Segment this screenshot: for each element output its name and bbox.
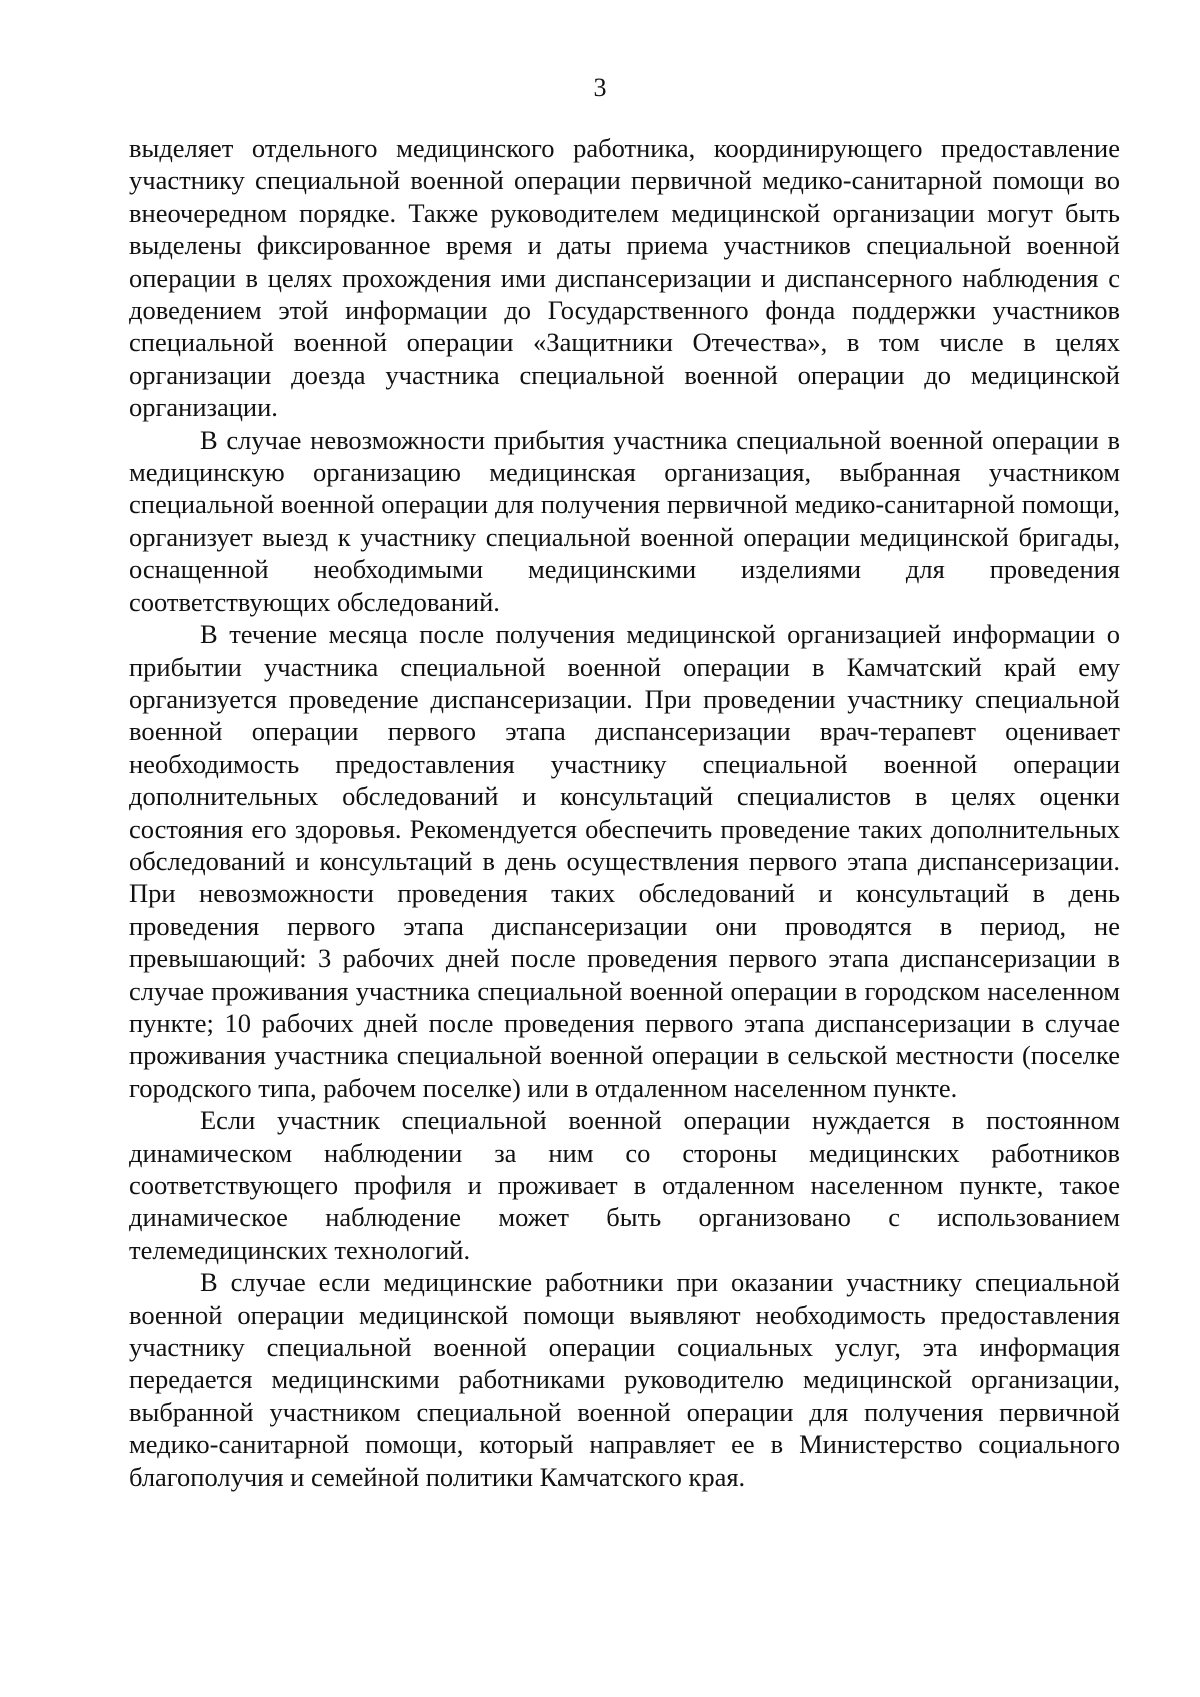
paragraph-home-visit: В случае невозможности прибытия участника специальной военной операции в медицинскую организацию медицинская организация, выбранная участником специальной военной операции для получения первичной медико-санитарной помощи, организует выезд к участнику специальной военной операции медицинской бригады, оснащенной необходимыми медицинскими изделиями для проведения соответствующих обследований.: [129, 424, 1120, 617]
paragraph-continuation: выделяет отдельного медицинского работника, координирующего предоставление участнику специальной военной операции первичной медико-санитарной помощи во внеочередном порядке. Также руководителем медицинской организации могут быть выделены фиксированное время и даты приема участников специальной военной операции в целях прохождения ими диспансеризации и диспансерного наблюдения с доведением этой информации до Государственного фонда поддержки участников специальной военной операции «Защитники Отечества», в том числе в целях организации доезда участника специальной военной операции до медицинской организации.: [129, 133, 1120, 423]
paragraph-dispensary-timing: В течение месяца после получения медицинской организацией информации о прибытии участника специальной военной операции в Камчатский край ему организуется проведение диспансеризации. При проведении участнику специальной военной операции первого этапа диспансеризации врач-терапевт оценивает необходимость предоставления участнику специальной военной операции дополнительных обследований и консультаций специалистов в целях оценки состояния его здоровья. Рекомендуется обеспечить проведение таких дополнительных обследований и консультаций в день осуществления первого этапа диспансеризации. При невозможности проведения таких обследований и консультаций в день проведения первого этапа диспансеризации они проводятся в период, не превышающий: 3 рабочих дней после проведения первого этапа диспансеризации в случае проживания участника специальной военной операции в городском населенном пункте; 10 рабочих дней после проведения первого этапа диспансеризации в случае проживания участника специальной военной операции в сельской местности (поселке городского типа, рабочем поселке) или в отдаленном населенном пункте.: [129, 619, 1120, 1103]
paragraph-social-services: В случае если медицинские работники при оказании участнику специальной военной операции медицинской помощи выявляют необходимость предоставления участнику специальной военной операции социальных услуг, эта информация передается медицинскими работниками руководителю медицинской организации, выбранной участником специальной военной операции для получения первичной медико-санитарной помощи, который направляет ее в Министерство социального благополучия и семейной политики Камчатского края.: [129, 1267, 1120, 1492]
document-body: [129, 132, 1120, 1493]
page-number: 3: [593, 73, 607, 102]
paragraph-telemedicine: Если участник специальной военной операции нуждается в постоянном динамическом наблюдении за ним со стороны медицинских работников соответствующего профиля и проживает в отдаленном населенном пункте, такое динамическое наблюдение может быть организовано с использованием телемедицинских технологий.: [129, 1105, 1120, 1265]
